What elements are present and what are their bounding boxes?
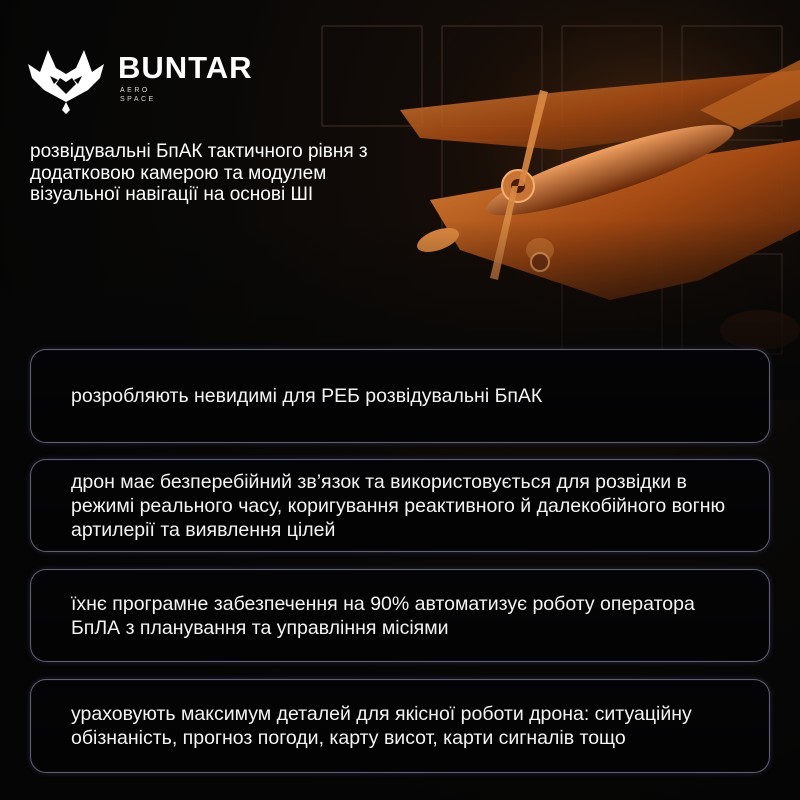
info-card bbox=[30, 349, 770, 443]
brand-block bbox=[118, 52, 253, 104]
info-card-text: їхнє програмне забезпечення на 90% автоматизує роботу оператора БпЛА з планування та управління місіями bbox=[71, 592, 695, 639]
info-card bbox=[30, 679, 770, 773]
brand-name: BUNTAR bbox=[118, 50, 253, 85]
info-card-text: дрон має безперебійний зв’язок та використовується для розвідки в режимі реального часу, коригування реактивного й далекобійного вогню артилерії та виявлення цілей bbox=[71, 470, 726, 541]
info-card bbox=[30, 569, 770, 662]
info-card-text: ураховують максимум деталей для якісної роботи дрона: ситуаційну обізнаність, прогноз погоди, карту висот, карти сигналів тощо bbox=[71, 703, 692, 749]
brand-subtitle: AERO SPACE bbox=[120, 87, 156, 103]
buntar-wolf-logo-icon bbox=[26, 42, 106, 114]
info-card-text: розробляють невидимі для РЕБ розвідувальні БпАК bbox=[71, 385, 543, 407]
intro-text: розвідувальні БпАК тактичного рівня з додатковою камерою та модулем візуальної навігації на основі ШІ bbox=[30, 141, 368, 205]
info-card bbox=[30, 459, 770, 552]
